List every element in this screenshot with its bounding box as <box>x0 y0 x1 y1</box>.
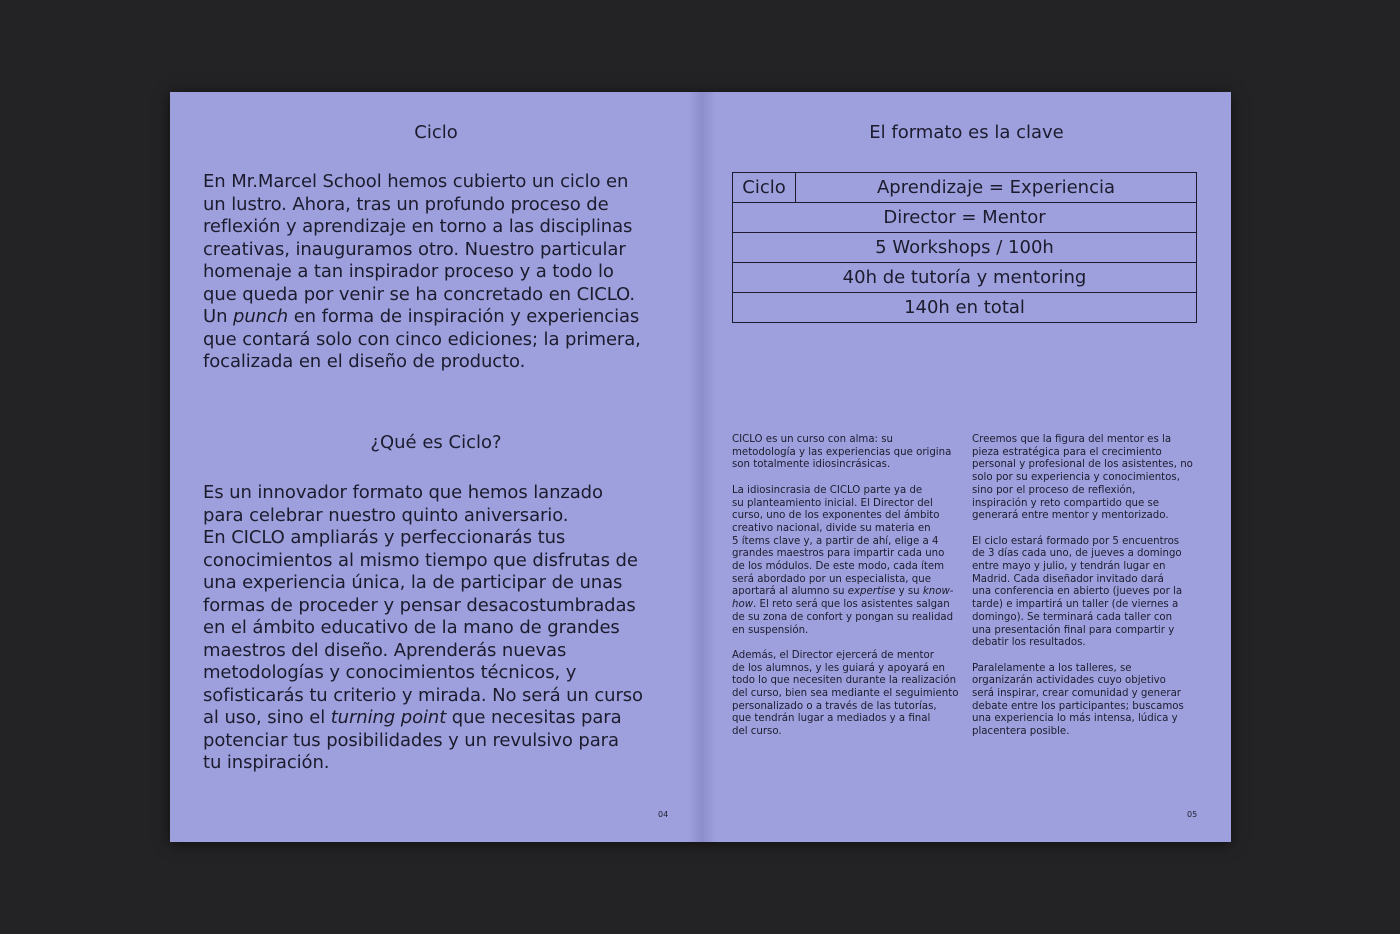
column-paragraph: Además, el Director ejercerá de mentor de los alumnos, y les guiará y apoyará en todo lo que necesiten durante la realización del curso, bien sea mediante el seguimiento personalizado o a través de las tutorías, que tendrán lugar a mediados y a final del curso. <box>732 649 959 738</box>
column-italic: know- how <box>732 586 954 611</box>
text-column-left <box>732 434 962 752</box>
answer-paragraph <box>203 482 643 775</box>
format-table-row <box>733 233 1197 263</box>
column-italic: expertise <box>847 586 896 598</box>
answer-text-end: que necesitas para potenciar tus posibilidades y un revulsivo para tu inspiración. <box>203 707 622 773</box>
format-table-cell: 140h en total <box>733 293 1197 323</box>
format-table-cell: Aprendizaje = Experiencia <box>796 173 1197 203</box>
column-paragraph: El ciclo estará formado por 5 encuentros de 3 días cada uno, de jueves a domingo entre mayo y julio, y tendrán lugar en Madrid. Cada diseñador invitado dará una conferencia en abierto (jueves por la tarde) e impartirá un taller (de viernes a domingo). Se terminará cada taller con una presentación final para compartir y debatir los resultados. <box>972 535 1183 649</box>
answer-text: Es un innovador formato que hemos lanzado para celebrar nuestro quinto aniversario. En CICLO ampliarás y perfeccionarás tus conocimientos al mismo tiempo que disfrutas de una experiencia única, la de participar de unas formas de proceder y pensar desacostumbradas en el ámbito educativo de la mano de grandes maestros del diseño. Aprenderás nuevas metodologías y conocimientos técnicos, y sofisticarás tu criterio y mirada. No será un curso al uso, sino el <box>203 482 643 728</box>
intro-paragraph <box>203 171 641 374</box>
format-table <box>732 172 1197 323</box>
format-table-row <box>733 203 1197 233</box>
magazine-spread <box>170 92 1231 842</box>
intro-italic-word: punch <box>233 306 289 327</box>
column-paragraph: CICLO es un curso con alma: su metodología y las experiencias que origina son totalmente idiosincrásicas. <box>732 434 952 471</box>
page-number: 04 <box>658 810 669 819</box>
format-table-cell: Director = Mentor <box>733 203 1197 233</box>
intro-text-end: en forma de inspiración y experiencias que contará solo con cinco ediciones; la primera, focalizada en el diseño de producto. <box>203 306 641 372</box>
intro-text: En Mr.Marcel School hemos cubierto un ciclo en un lustro. Ahora, tras un profundo proceso de reflexión y aprendizaje en torno a las disciplinas creativas, inauguramos otro. Nuestro particular homenaje a tan inspirador proceso y a todo lo que queda por venir se ha concretado en CICLO. Un <box>203 171 636 327</box>
format-table-cell: 5 Workshops / 100h <box>733 233 1197 263</box>
right-page <box>702 92 1231 842</box>
format-table-row <box>733 263 1197 293</box>
page-title: Ciclo <box>414 122 458 143</box>
text-column-right <box>972 434 1202 752</box>
page-title: El formato es la clave <box>869 122 1064 143</box>
column-text: y su <box>895 586 923 598</box>
left-page <box>170 92 702 842</box>
column-paragraph <box>732 485 962 637</box>
format-table-cell: 40h de tutoría y mentoring <box>733 263 1197 293</box>
format-table-row <box>733 173 1197 203</box>
answer-italic-phrase: turning point <box>330 707 447 728</box>
column-text: La idiosincrasia de CICLO parte ya de su planteamiento inicial. El Director del curso, uno de los exponentes del ámbito creativo nacional, divide su materia en 5 ítems clave y, a partir de ahí, elige a 4 grandes maestros para impartir cada uno de los módulos. De este modo, cada ítem será abordado por un especialista, que aportará al alumno su <box>732 484 945 598</box>
format-table-label: Ciclo <box>733 173 796 203</box>
format-table-row <box>733 293 1197 323</box>
column-paragraph: Paralelamente a los talleres, se organizarán actividades cuyo objetivo será inspirar, crear comunidad y generar debate entre los participantes; buscamos una experiencia lo más intensa, lúdica y placentera posible. <box>972 662 1184 738</box>
column-paragraph: Creemos que la figura del mentor es la pieza estratégica para el crecimiento personal y profesional de los asistentes, no solo por su experiencia y conocimientos, sino por el proceso de reflexión, inspiración y reto compartido que se generará entre mentor y mentorizado. <box>972 434 1193 522</box>
section-heading: ¿Qué es Ciclo? <box>370 432 502 453</box>
page-number: 05 <box>1187 810 1198 819</box>
column-text: . El reto será que los asistentes salgan de su zona de confort y pongan su realidad en suspensión. <box>732 599 954 636</box>
